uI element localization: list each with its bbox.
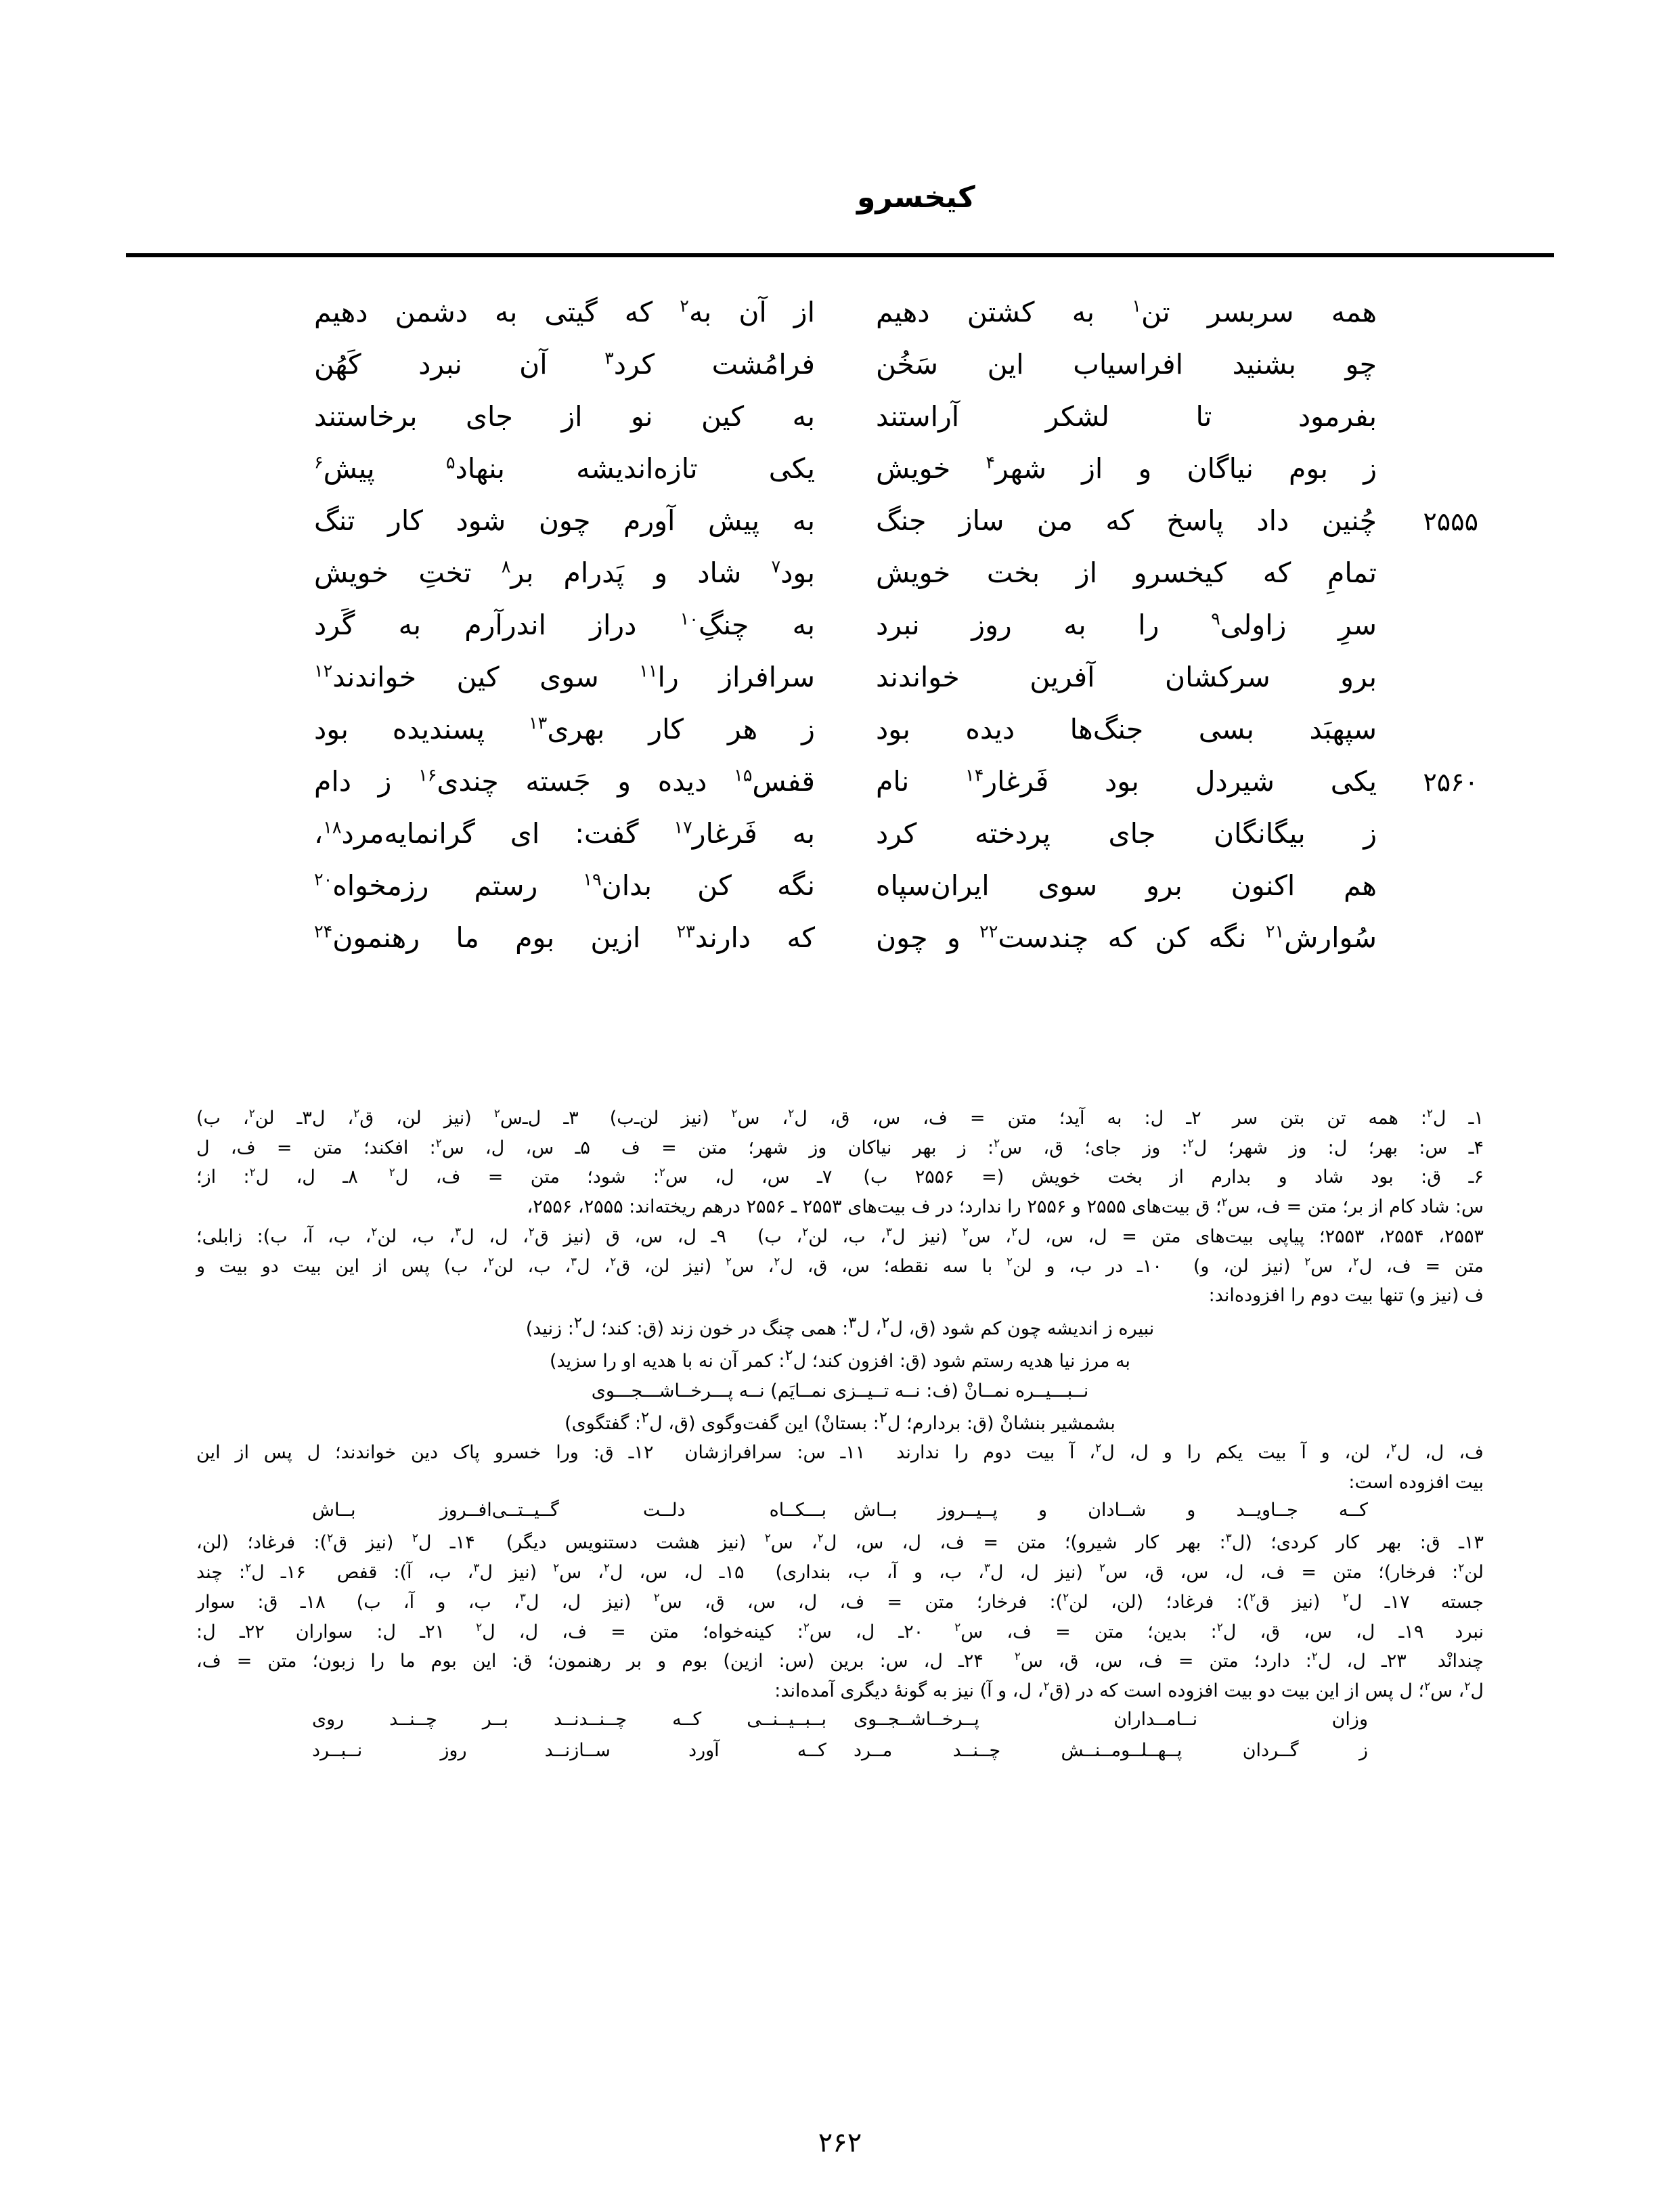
verse-row (196, 295, 1484, 350)
verse-row (196, 871, 1484, 923)
footnote-entry: ۱۸ـ ق: سوار (196, 1591, 326, 1613)
footnote-entry: بیت افزوده است: (1348, 1471, 1484, 1493)
footnote-line (196, 1558, 1484, 1588)
hemistich-right: چو بشنید افراسیاب این سَخُن (876, 348, 1377, 380)
verse-row (196, 608, 1484, 663)
hemistich-right: همه سربسر تن$^۱$ به کشتن دهیم (876, 295, 1377, 328)
running-head-title: کیخسرو (857, 180, 975, 215)
verse-row (196, 764, 1484, 819)
footnote-entry: نبرد (1455, 1621, 1484, 1642)
verse-row (196, 923, 1484, 976)
footnote-entry: ۱۶ـ ل$^٢$: چند (196, 1561, 306, 1584)
hemistich-right: یکی شیردل بود فَرغار$^{۱۴}$ نام (876, 764, 1377, 798)
quoted-hemistich-right: وزان نــامــداران پــرخــاشــجــوی (854, 1708, 1368, 1730)
header-rule (126, 253, 1554, 257)
quoted-couplet-row (196, 1737, 1484, 1768)
footnote-line (196, 1617, 1484, 1647)
footnote-line (196, 1676, 1484, 1706)
footnote-line (196, 1133, 1484, 1163)
footnote-entry: لن$^٢$: فرخار)؛ متن = ف، ل، س، ق، س$^٢$ (نیز ل، ل$^٣$، ب، و آ، ب، بنداری) (775, 1561, 1484, 1584)
quoted-verse-line: بشمشیر بنشانْ (ق: بردارم؛ ل$^٢$: بستانْ) این گفت‌وگوی (ق، ل$^٢$: گفتگوی) (565, 1408, 1115, 1434)
footnote-line (196, 1468, 1484, 1498)
footnote-entry: ۱۷ـ ل$^٢$ (نیز ق$^٢$): فرغاد؛ (لن، لن$^٢$): فرخار؛ متن = ف، ل، س، ق، س$^٢$ (نیز ل، ل$^٣$، ب، و آ، ب) (356, 1590, 1410, 1613)
footnote-entry: ۹ـ ل، س، ق (نیز ق$^٢$، ل، ل$^٣$، ب، لن$^٢$، ب، آ، ب): زابلی؛ (196, 1224, 726, 1247)
footnote-entry: ۲۵۵۳، ۲۵۵۴، ۲۵۵۳؛ پیاپی بیت‌های متن = ل، س، ل$^٢$، س$^٢$ (نیز ل$^٣$، ب، لن$^٢$، ب) (757, 1224, 1484, 1247)
page-header (126, 180, 1554, 264)
hemistich-left: سرافراز را$^{۱۱}$ سوی کین خواندند$^{۱۲}$ (314, 660, 815, 693)
footnote-line (196, 1104, 1484, 1133)
critical-apparatus (196, 1104, 1484, 1768)
hemistich-left: فرامُشت کرد$^۳$ آن نبرد کَهُن (314, 347, 816, 380)
hemistich-right: چُنین داد پاسخ که من ساز جنگ (876, 504, 1377, 537)
hemistich-right: بفرمود تا لشکر آراستند (876, 400, 1377, 433)
hemistich-left: به کین نو از جای برخاستند (314, 400, 815, 433)
verse-row (196, 347, 1484, 402)
hemistich-left: نگه کن بدان$^{۱۹}$ رستم رزمخواه$^{۲۰}$ (314, 869, 815, 902)
hemistich-right: هم اکنون برو سوی ایران‌سپاه (876, 869, 1377, 902)
quoted-verse-line: نــبـــیــره نمــانْ (ف: نــه تــیــزی نمــایَم) نــه پـــرخــاشـــجـــوی (591, 1380, 1089, 1401)
verse-row (196, 402, 1484, 454)
hemistich-right: تمامِ که کیخسرو از بخت خویش (876, 557, 1377, 589)
hemistich-left: به پیش آورم چون شود کار تنگ (314, 504, 815, 537)
hemistich-left: قفس$^{۱۵}$ دیده و جَسته چندی$^{۱۶}$ ز دام (314, 764, 815, 798)
footnote-entry: ۸ـ ل، ل$^٢$: از؛ (196, 1165, 358, 1188)
footnote-entry: ۱۴ـ ل$^٢$ (نیز ق$^٢$): فرغاد؛ (لن، (196, 1531, 475, 1554)
footnote-line (196, 1222, 1484, 1252)
verse-number: ۲۵۵۵ (1423, 506, 1478, 536)
quoted-hemistich-left: کــه آورد ســازنــد روز نــبــرد (312, 1739, 826, 1761)
hemistich-left: که دارند$^{۲۳}$ ازین بوم ما رهنمون$^{۲۴}$ (314, 921, 815, 954)
quoted-verse-line: نبیره ز اندیشه چون کم شود (ق، ل$^٢$، ل$^٣$: همی چنگ در خون زند (ق: کند؛ ل$^٢$: زنید) (525, 1314, 1155, 1340)
footnote-entry: ۵ـ س، ل، س$^٢$: افکند؛ متن = ف، ل (196, 1135, 590, 1158)
verse-row (196, 819, 1484, 871)
footnote-entry: ۲۱ـ ل: سواران (295, 1621, 445, 1642)
footnote-entry: جسته (1440, 1591, 1484, 1613)
hemistich-left: به فَرغار$^{۱۷}$ گفت: ای گرانمایه‌مرد$^{۱۸}$، (314, 817, 815, 850)
quoted-hemistich-left: بـــکــاه دلــت گــیــتــی‌افــروز بــاش (312, 1500, 826, 1521)
footnote-entry: ۱۳ـ ق: بهر کار کردی؛ (ل$^٣$: بهر کار شیرو)؛ متن = ف، ل، س، ل$^٢$، س$^٢$ (نیز هشت دستنویس دیگر) (506, 1531, 1484, 1554)
hemistich-right: سُوارش$^{۲۱}$ نگه کن که چندست$^{۲۲}$ و چون (876, 921, 1377, 954)
quoted-couplet-row (196, 1497, 1484, 1528)
footnote-entry: ۱ـ ل$^٢$: همه تن بتن سر (1232, 1106, 1484, 1129)
footnote-entry: ۱۰ـ د‌ر ب، و لن$^٢$ با سه نقطه؛ س، ق، ل$^٢$، س$^٢$ (نیز لن، ق$^٢$، ل$^٣$، ب، لن$^٢$، ب) پس از این بیت دو بیت و (196, 1254, 1162, 1277)
footnote-entry: متن = ف، ل$^٢$، س$^٢$ (نیز لن، و) (1193, 1254, 1484, 1277)
footnote-entry: ۲۲ـ ل: (196, 1621, 265, 1642)
quoted-hemistich-right: کــه جــاویــد و شــادان و پــیــروز بــاش (854, 1500, 1368, 1521)
footnote-line (196, 1281, 1484, 1311)
footnote-line (196, 1528, 1484, 1558)
footnote-line (196, 1647, 1484, 1676)
footnote-entry: ۲۴ـ ل، س: برین (س: ازین) بوم و بر رهنمون؛ ق: این بوم ما را زبون؛ متن = ف، (196, 1651, 983, 1672)
footnote-entry: ۱۱ـ س: سرافرازشان (684, 1441, 866, 1463)
verse-row (196, 454, 1484, 506)
footnote-entry: ۲ـ ل: به آید؛ متن = ف، س، ق، ل$^٢$، س$^٢$ (نیز لن‌ـ‌ب) (609, 1106, 1201, 1129)
footnote-entry: ۴ـ س: بهر؛ ل: وز شهر؛ ل$^٢$: وز جای؛ ق، س$^٢$: ز بهر نیاکان وز شهر؛ متن = ف (621, 1135, 1484, 1158)
footnote-line (196, 1162, 1484, 1192)
footnote-entry: ۱۲ـ ق: ورا خسرو پاک دین خواندند؛ ل پس از این (196, 1441, 654, 1463)
footnote-line (196, 1252, 1484, 1282)
hemistich-right: برو سرکشان آفرین خواندند (876, 661, 1377, 693)
footnote-entry: ۱۹ـ ل، س، ق، ل$^٢$: بدین؛ متن = ف، س$^٢$ (954, 1619, 1424, 1642)
footnote-entry: ف، ل، ل$^٢$، لن، و آ بیت یکم را و ل، ل$^٢$، آ بیت دوم را ندارند (896, 1440, 1484, 1463)
folio-number: ۲۶۲ (818, 2127, 862, 2158)
footnote-entry: ۷ـ س، ل، س$^٢$: شود؛ متن = ف، ل$^٢$ (389, 1165, 833, 1188)
hemistich-left: بود$^۷$ شاد و پَدرام بر$^۸$ تختِ خویش (314, 556, 815, 589)
quoted-couplet-row (196, 1706, 1484, 1737)
footnote-entry: س: شاد کام از بر؛ متن = ف، س$^٢$؛ ق بیت‌های ۲۵۵۵ و ۲۵۵۶ را ندارد؛ در ف بیت‌های ۲۵۵۳ ـ ۲۵۵۶ درهم ریخته‌اند: ۲۵۵۵، ۲۵۵۶، (527, 1195, 1484, 1218)
hemistich-right: سپهبَد بسی جنگ‌ها دیده بود (876, 713, 1377, 745)
hemistich-right: ز بیگانگان جای پردخته کرد (876, 817, 1377, 850)
quoted-verse-line: به مرز نیا هدیه رستم شود (ق: افزون کند؛ ل$^٢$: کمر آن نه با هدیه او را سزید) (550, 1347, 1130, 1372)
hemistich-left: به چنگِ$^{۱۰}$ دراز اندرآرم به گَرد (314, 608, 815, 641)
hemistich-left: ز هر کار بهری$^{۱۳}$ پسندیده بود (314, 712, 815, 745)
hemistich-left: از آن به$^۲$ که گیتی به دشمن دهیم (314, 295, 815, 328)
verse-row (196, 712, 1484, 767)
verse-row (196, 556, 1484, 611)
footnote-line (196, 1192, 1484, 1222)
footnote-entry: ف (نیز و) تنها بیت دوم را افزوده‌اند: (1208, 1285, 1484, 1307)
quoted-hemistich-left: بــبــیــنــی کــه چــنــدنــد بــر چــنــد روی (312, 1708, 826, 1730)
footnote-line (196, 1438, 1484, 1468)
verse-row (196, 660, 1484, 715)
footnote-entry: ۲۳ـ ل، ل$^٢$: دارد؛ متن = ف، س، ق، س$^٢$ (1014, 1649, 1407, 1672)
verse-row (196, 506, 1484, 559)
hemistich-right: ز بوم نیاگان و از شهر$^۴$ خویش (876, 452, 1377, 485)
footnote-entry: چندانْد (1437, 1651, 1484, 1672)
quoted-hemistich-right: ز گــردان پــهــلــومــنــش چــنــد مــرد (854, 1739, 1368, 1761)
footnote-entry: ل$^٢$، س$^٢$؛ ل پس از این بیت دو بیت افزوده است که در (ق$^٢$، ل، و آ) نیز به گونهٔ دیگری آمده‌اند: (774, 1679, 1484, 1702)
verse-block (196, 295, 1484, 976)
footnote-line (196, 1588, 1484, 1617)
footnote-entry: ۳ـ ل‌ـ‌س$^٢$ (نیز لن، ق$^٢$، ل٣ـ لن$^٢$، ب) (196, 1106, 579, 1129)
footnote-entry: ۲۰ـ ل، س$^٢$: کینه‌خواه؛ متن = ف، ل، ل$^٢$ (476, 1619, 924, 1642)
hemistich-right: سرِ زاولی$^۹$ را به روز نبرد (876, 608, 1377, 641)
verse-number: ۲۵۶۰ (1423, 767, 1478, 797)
footnote-entry: ۶ـ ق: بود شاد و بدارم از بخت خویش (= ۲۵۵۶ ب) (863, 1167, 1484, 1188)
footnote-entry: ۱۵ـ ل، س، ل$^٢$، س$^٢$ (نیز ل$^٣$، ب، آ): قفص (336, 1561, 745, 1584)
hemistich-left: یکی تازه‌اندیشه بنهاد$^۵$ پیش$^۶$ (314, 452, 815, 485)
